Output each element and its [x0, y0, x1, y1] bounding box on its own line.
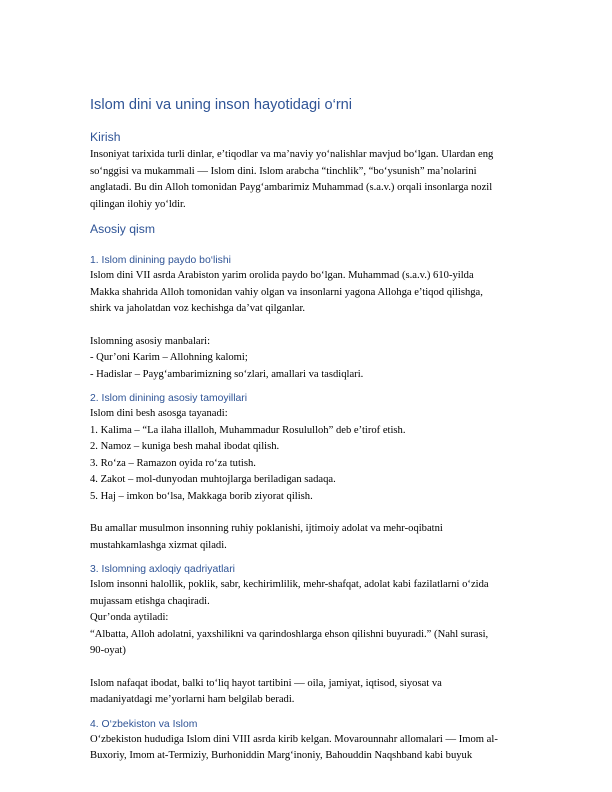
section-2-closing — [90, 521, 524, 554]
text-line: Islomning asosiy manbalari: — [90, 335, 211, 347]
section-1-paragraph — [90, 268, 524, 318]
text-line: shirk va jaholatdan voz kechishga da’vat qilganlar. — [90, 303, 306, 314]
list-item: 3. Ro‘za – Ramazon oyida ro‘za tutish. — [90, 457, 256, 469]
section-2-heading: 2. Islom dinining asosiy tamoyillari — [90, 393, 248, 404]
text-line: Bu amallar musulmon insonning ruhiy poklanishi, ijtimoiy adolat va mehr-oqibatni — [90, 523, 443, 534]
text-line: Islom nafaqat ibodat, balki to‘liq hayot tartibini — oila, jamiyat, iqtisod, siyosat va — [90, 677, 442, 689]
text-line: - Hadislar – Payg‘ambarimizning so‘zlari, amallari va tasdiqlari. — [90, 368, 364, 380]
main-heading: Asosiy qism — [90, 222, 156, 236]
text-line: Islom insonni halollik, poklik, sabr, kechirimlilik, mehr-shafqat, adolat kabi fazilatlarni o‘zida — [90, 579, 489, 590]
text-line: mustahkamlashga xizmat qiladi. — [90, 539, 227, 551]
quote-line: 90-oyat) — [90, 645, 126, 656]
section-3-paragraph — [90, 577, 524, 660]
section-2-list — [90, 406, 524, 505]
text-line: Qur’onda aytiladi: — [90, 612, 169, 623]
text-line: Makka shahrida Alloh tomonidan vahiy olgan va insonlarni yagona Allohga e’tiqod qilishga, — [90, 286, 483, 298]
document-title: Islom dini va uning inson hayotidagi o‘rni — [90, 97, 353, 113]
document-body — [90, 96, 524, 765]
text-line: qilingan ilohiy yo‘ldir. — [90, 198, 186, 210]
text-line: Buxoriy, Imom at-Termiziy, Burhoniddin Marg‘inoniy, Bahouddin Naqshband kabi buyuk — [90, 750, 473, 761]
text-line: mujassam etishga chaqiradi. — [90, 595, 210, 607]
text-line: anglatadi. Bu din Alloh tomonidan Payg‘ambarimiz Muhammad (s.a.v.) orqali insonlarga nozil — [90, 182, 493, 193]
text-line: - Qur’oni Karim – Allohning kalomi; — [90, 352, 248, 363]
section-4-heading: 4. O‘zbekiston va Islom — [90, 718, 198, 730]
text-line: so‘nggisi va mukammali — Islom dini. Islom arabcha “tinchlik”, “bo‘ysunish” ma’nolarini — [90, 165, 477, 177]
list-item: 5. Haj – imkon bo‘lsa, Makkaga borib ziyorat qilish. — [90, 490, 313, 502]
quote-line: “Albatta, Alloh adolatni, yaxshilikni va qarindoshlarga ehson qilishni buyuradi.” (Nahl surasi, — [90, 628, 489, 640]
list-item: 4. Zakot – mol-dunyodan muhtojlarga beriladigan sadaqa. — [90, 474, 336, 485]
list-item: 2. Namoz – kuniga besh mahal ibodat qilish. — [90, 441, 280, 452]
intro-paragraph — [90, 147, 524, 213]
list-item: 1. Kalima – “La ilaha illalloh, Muhammadur Rosululloh” deb e’tirof etish. — [90, 424, 406, 436]
section-3-heading: 3. Islomning axloqiy qadriyatlari — [90, 564, 235, 575]
section-4-paragraph — [90, 732, 524, 765]
intro-heading: Kirish — [90, 130, 121, 144]
text-line: Islom dini besh asosga tayanadi: — [90, 408, 228, 419]
text-line: O‘zbekiston hududiga Islom dini VIII asrda kirib kelgan. Movarounnahr allomalari — Imom al- — [90, 733, 498, 745]
section-1-heading: 1. Islom dinining paydo bo‘lishi — [90, 255, 231, 266]
text-line: madaniyatdagi me’yorlarni ham belgilab beradi. — [90, 694, 295, 705]
text-line: Insoniyat tarixida turli dinlar, e’tiqodlar va ma’naviy yo‘nalishlar mavjud bo‘lgan. Ulardan eng — [90, 149, 494, 160]
section-3-closing — [90, 676, 524, 709]
sources-paragraph — [90, 334, 524, 384]
text-line: Islom dini VII asrda Arabiston yarim orolida paydo bo‘lgan. Muhammad (s.a.v.) 610-yilda — [90, 270, 474, 281]
